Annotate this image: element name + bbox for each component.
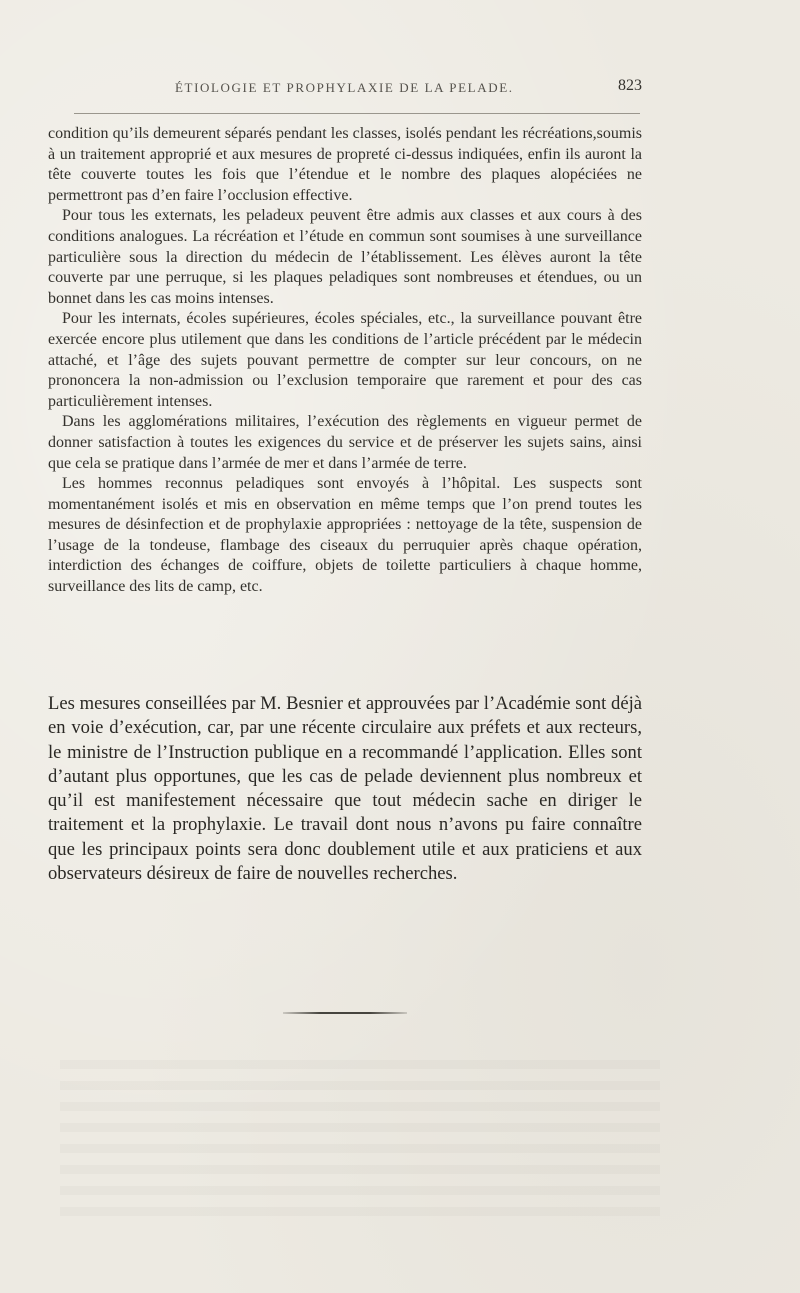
- closing-paragraph: Les mesures conseillées par M. Besnier et approuvées par l’Académie sont déjà en voie d’exécution, car, par une récente circulaire aux préfets et aux recteurs, le ministre de l’Instruction publique en a recommandé l’application. Elles sont d’autant plus opportunes, que les cas de pelade deviennent plus nombreux et qu’il est manifestement nécessaire que tout médecin sache en diriger le traitement et la prophylaxie. Le travail dont nous n’avons pu faire connaître que les principaux points sera donc doublement utile et aux praticiens et aux observateurs désireux de faire de nouvelles recherches.: [48, 693, 642, 885]
- show-through-texture: [60, 1060, 660, 1220]
- paragraph: Pour les internats, écoles supérieures, écoles spéciales, etc., la surveillance pouvant être exercée encore plus utilement que dans les conditions de l’article précédent par le médecin attaché, et l’âge des sujets pouvant permettre de compter sur leur concours, on ne prononcera la non-admission ou l’exclusion temporaire que rarement et pour des cas particulièrement intenses.: [48, 310, 642, 410]
- header-rule: [74, 113, 640, 114]
- page-number: 823: [618, 77, 642, 94]
- body-text-large: [48, 692, 642, 886]
- running-title: ÉTIOLOGIE ET PROPHYLAXIE DE LA PELADE.: [175, 80, 514, 95]
- paragraph: Les hommes reconnus peladiques sont envoyés à l’hôpital. Les suspects sont momentanément isolés et mis en observation en même temps que l’on prend toutes les mesures de désinfection et de prophylaxie appropriées : nettoyage de la tête, suspension de l’usage de la tondeuse, flambage des ciseaux du perruquier après chaque opération, interdiction des échanges de coiffure, objets de toilette particuliers à chaque homme, surveillance des lits de camp, etc.: [48, 475, 642, 596]
- body-text-small: [48, 124, 642, 598]
- page-header: [48, 77, 642, 100]
- paragraph: Dans les agglomérations militaires, l’exécution des règlements en vigueur permet de donner satisfaction à toutes les exigences du service et de préserver les sujets sains, ainsi que cela se pratique dans l’armée de mer et dans l’armée de terre.: [48, 413, 642, 472]
- end-rule: [283, 1012, 407, 1014]
- paragraph: Pour tous les externats, les peladeux peuvent être admis aux classes et aux cours à des conditions analogues. La récréation et l’étude en commun sont soumises à une surveillance particulière sous la direction du médecin de l’établissement. Les élèves auront la tête couverte par une perruque, si les plaques peladiques sont nombreuses et étendues, ou un bonnet dans les cas moins intenses.: [48, 207, 642, 307]
- paragraph: condition qu’ils demeurent séparés pendant les classes, isolés pendant les récréations,soumis à un traitement approprié et aux mesures de propreté ci-dessus indiquées, enfin ils auront la tête couverte toutes les fois que l’étendue et le nombre des plaques alopéciées ne permettront pas d’en faire l’occlusion effective.: [48, 125, 642, 204]
